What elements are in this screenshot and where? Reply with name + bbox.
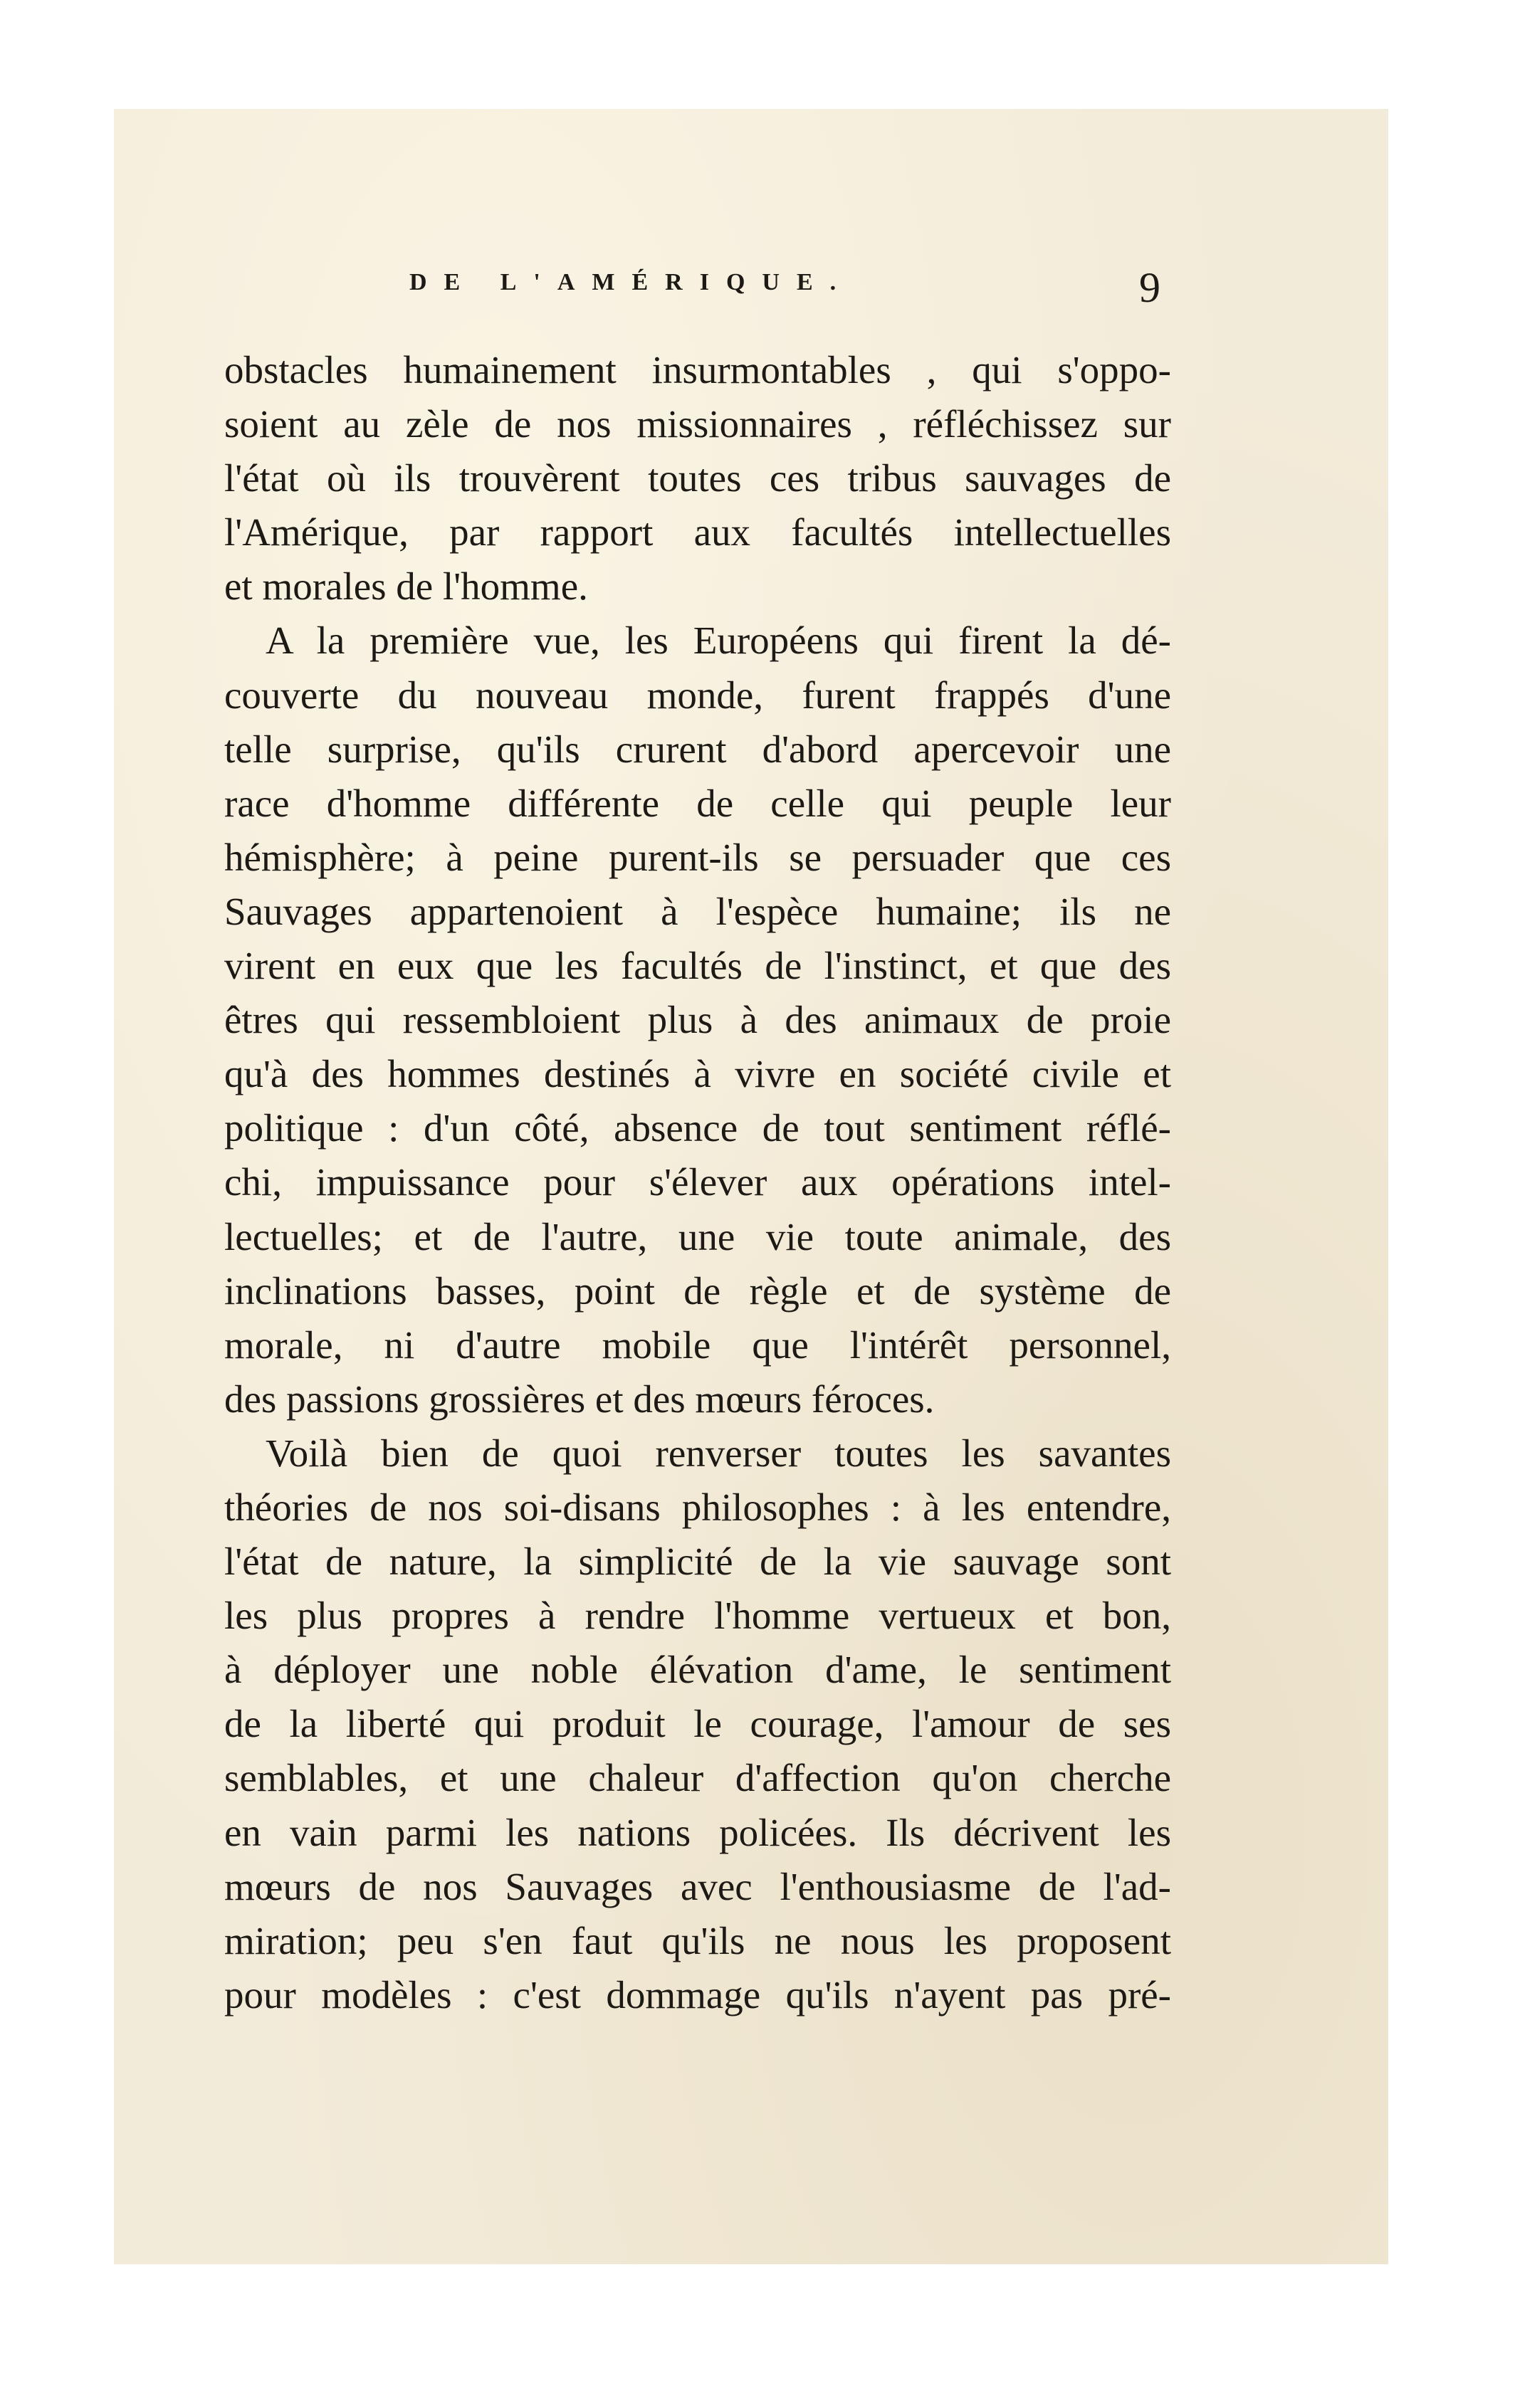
text-line: morale, ni d'autre mobile que l'intérêt personnel,: [224, 1323, 1171, 1367]
body-text: [224, 343, 1171, 2022]
text-line: l'état de nature, la simplicité de la vie sauvage sont: [224, 1540, 1171, 1584]
text-line: Sauvages appartenoient à l'espèce humaine; ils ne: [224, 889, 1171, 933]
text-line: l'état où ils trouvèrent toutes ces tribus sauvages de: [224, 456, 1171, 500]
text-line: A la première vue, les Européens qui firent la dé-: [266, 619, 1171, 663]
running-title: DE L'AMÉRIQUE.: [409, 269, 854, 295]
text-line: Voilà bien de quoi renverser toutes les savantes: [266, 1431, 1171, 1475]
text-line: les plus propres à rendre l'homme vertueux et bon,: [224, 1594, 1171, 1638]
text-line: inclinations basses, point de règle et de système de: [224, 1268, 1171, 1313]
text-line: êtres qui ressembloient plus à des animaux de proie: [224, 998, 1171, 1042]
text-line: mœurs de nos Sauvages avec l'enthousiasme de l'ad-: [224, 1864, 1171, 1908]
text-line: à déployer une noble élévation d'ame, le sentiment: [224, 1648, 1171, 1692]
text-line: de la liberté qui produit le courage, l'amour de ses: [224, 1702, 1171, 1746]
text-line: couverte du nouveau monde, furent frappés d'une: [224, 673, 1171, 717]
text-line: hémisphère; à peine purent-ils se persuader que ces: [224, 835, 1171, 879]
text-line: qu'à des hommes destinés à vivre en société civile et: [224, 1052, 1171, 1096]
text-line: théories de nos soi-disans philosophes : à les entendre,: [224, 1485, 1171, 1529]
text-line: telle surprise, qu'ils crurent d'abord apercevoir une: [224, 727, 1171, 771]
text-line: soient au zèle de nos missionnaires , réfléchissez sur: [224, 402, 1171, 446]
text-line: pour modèles : c'est dommage qu'ils n'ayent pas pré-: [224, 1972, 1171, 2017]
text-line: en vain parmi les nations policées. Ils décrivent les: [224, 1810, 1171, 1854]
text-line: et morales de l'homme.: [224, 564, 588, 609]
text-line: miration; peu s'en faut qu'ils ne nous les proposent: [224, 1918, 1171, 1962]
page-number: 9: [1139, 264, 1160, 311]
text-line: des passions grossières et des mœurs féroces.: [224, 1377, 935, 1421]
text-line: l'Amérique, par rapport aux facultés intellectuelles: [224, 510, 1171, 554]
text-line: chi, impuissance pour s'élever aux opérations intel-: [224, 1160, 1171, 1204]
text-line: virent en eux que les facultés de l'instinct, et que des: [224, 944, 1171, 988]
text-line: politique : d'un côté, absence de tout sentiment réflé-: [224, 1106, 1171, 1150]
text-line: lectuelles; et de l'autre, une vie toute animale, des: [224, 1214, 1171, 1258]
text-line: race d'homme différente de celle qui peuple leur: [224, 781, 1171, 825]
text-line: obstacles humainement insurmontables , qui s'oppo-: [224, 348, 1171, 391]
text-line: semblables, et une chaleur d'affection qu'on cherche: [224, 1756, 1171, 1800]
